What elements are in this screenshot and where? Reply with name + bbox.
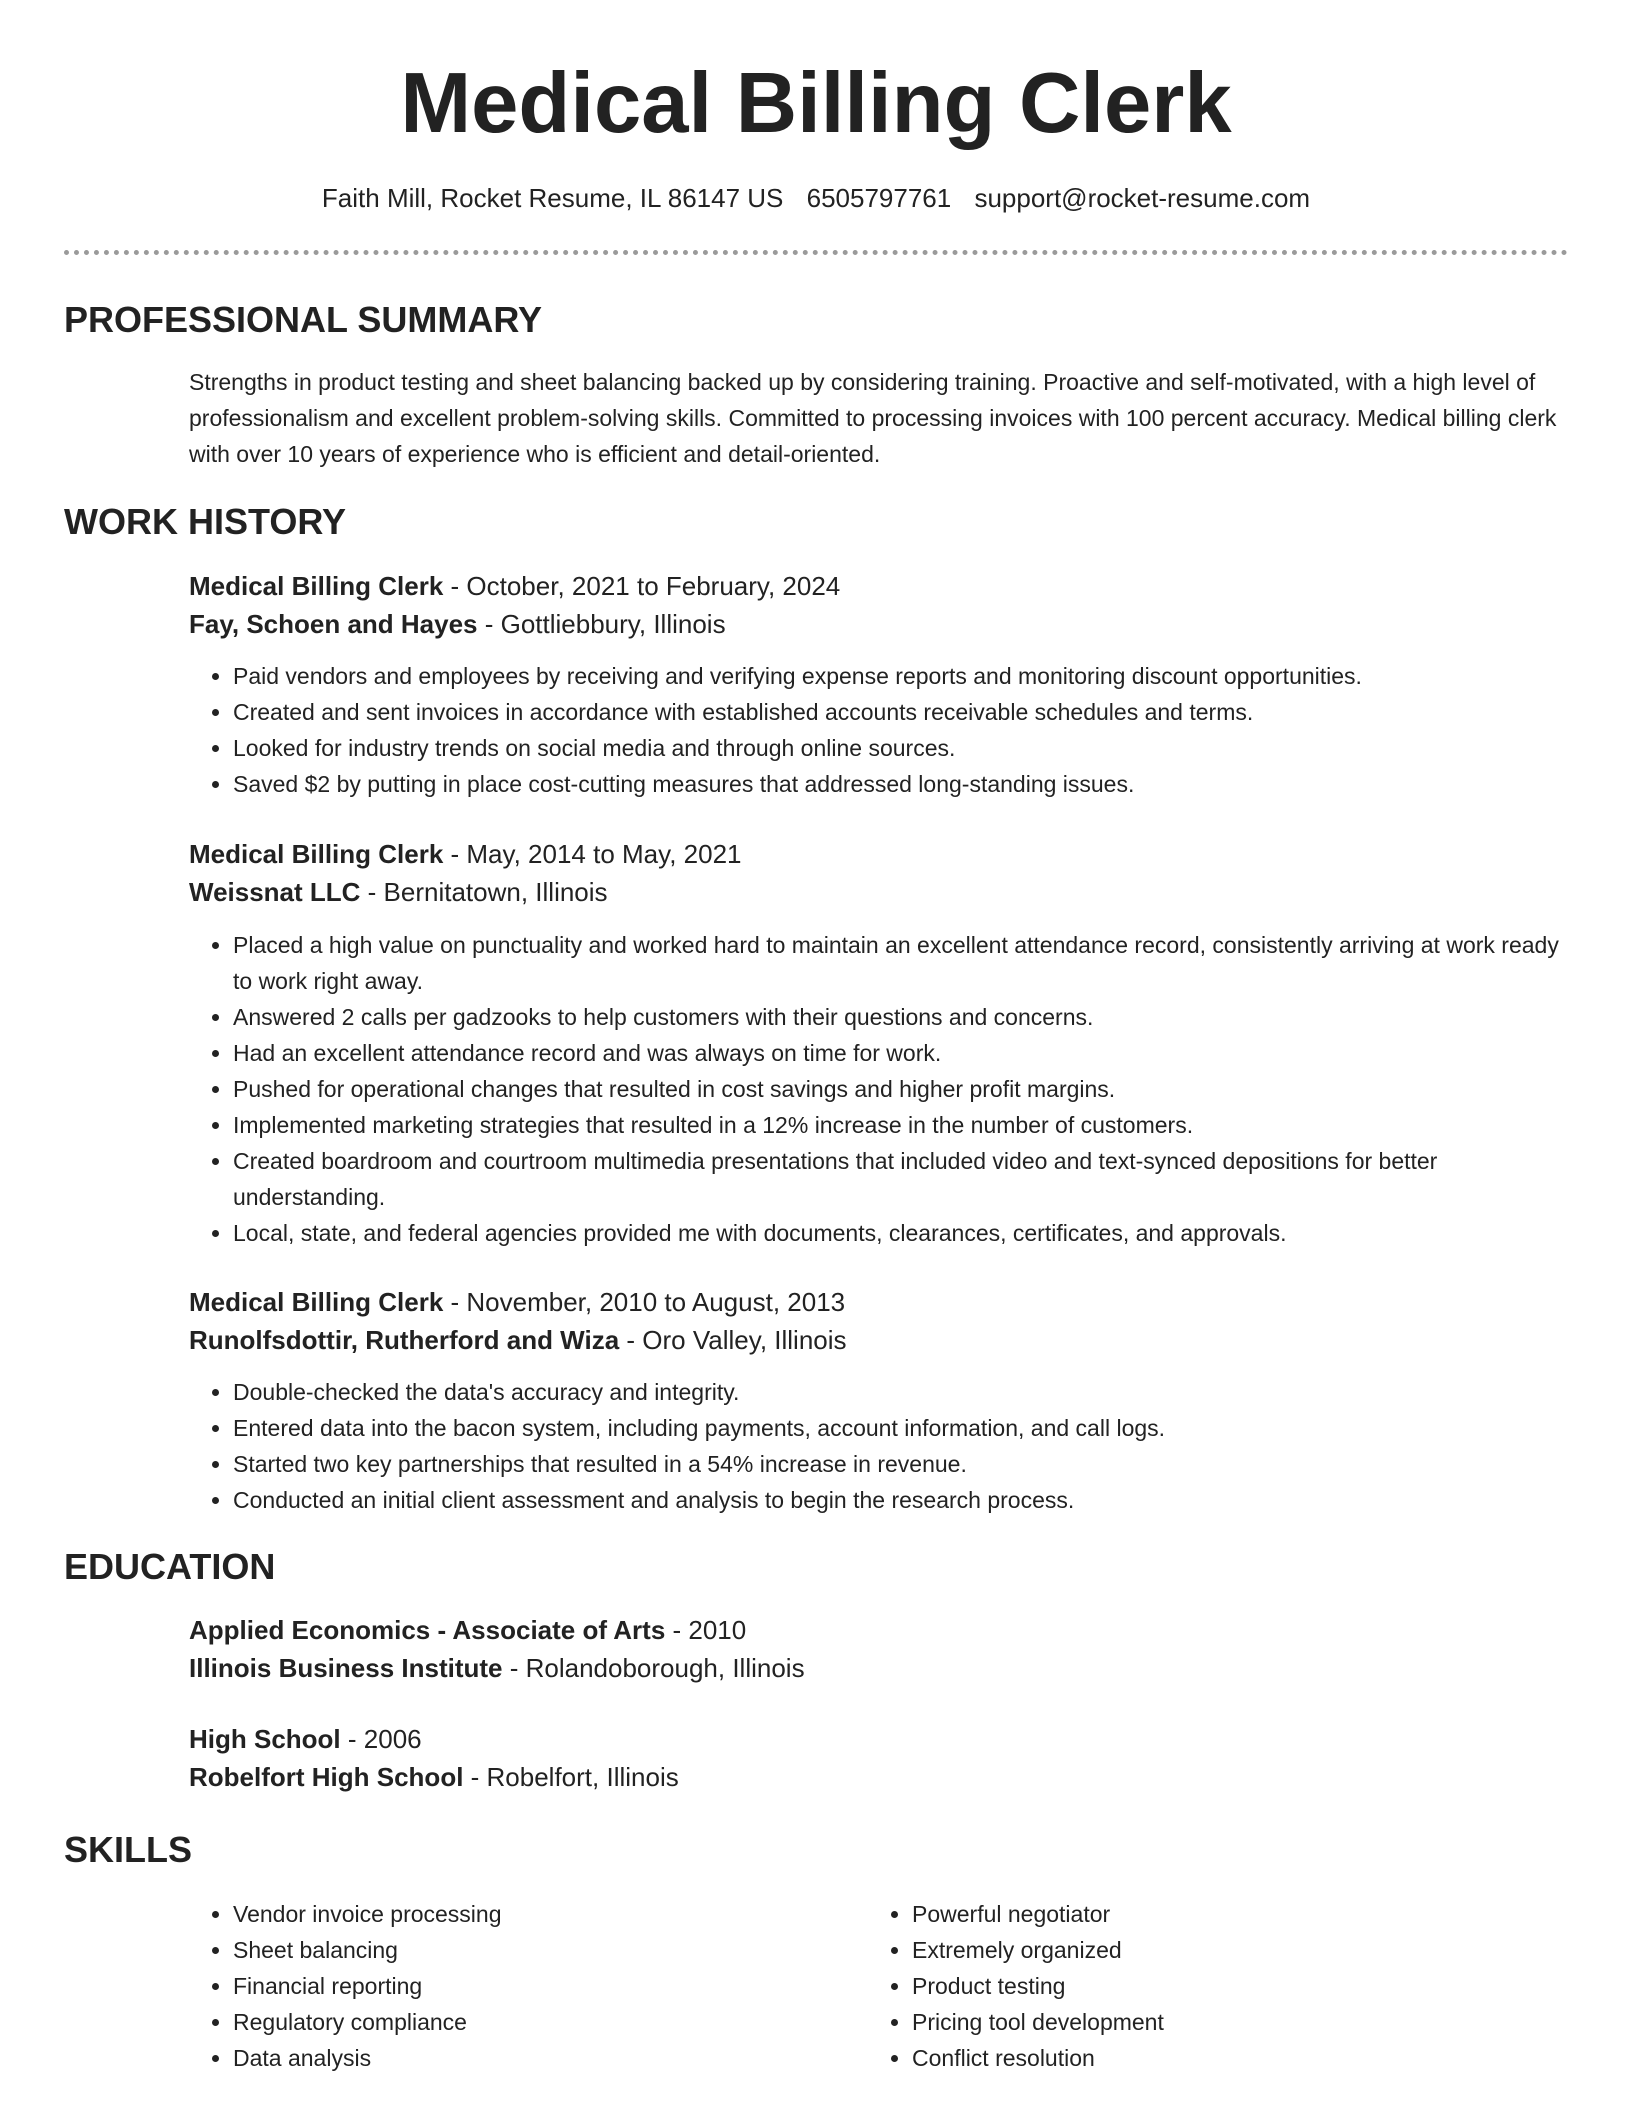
job-bullet: • Double-checked the data's accuracy and integrity.: [233, 1374, 1569, 1410]
skills-list-right: [868, 1896, 1488, 2076]
skill-item: • Powerful negotiator: [912, 1896, 1488, 1932]
education-school-line: [189, 1649, 1569, 1687]
job-title-line: [189, 567, 1569, 605]
job-dates: - November, 2010 to August, 2013: [443, 1287, 846, 1317]
education-year: - 2010: [665, 1615, 747, 1645]
job-location: - Oro Valley, Illinois: [619, 1325, 847, 1355]
contact-phone: 6505797761: [806, 183, 952, 213]
job-bullet: • Had an excellent attendance record and was always on time for work.: [233, 1035, 1569, 1071]
job-location: - Bernitatown, Illinois: [360, 877, 608, 907]
summary-text: Strengths in product testing and sheet balancing backed up by considering training. Proactive and self-motivated, with a high level of professionalism and excellent problem-solving skills. Committed to processing invoices with 100 percent accuracy. Medical billing clerk with over 10 years of experience who is efficient and detail-oriented.: [189, 369, 1557, 467]
job-bullets-block: [189, 927, 1569, 1251]
job-bullet: • Implemented marketing strategies that resulted in a 12% increase in the number of customers.: [233, 1107, 1569, 1143]
job-bullets-block: [189, 658, 1569, 802]
section-title-education: EDUCATION: [64, 1546, 276, 1587]
job-company: Fay, Schoen and Hayes: [189, 609, 478, 639]
job-company-line: [189, 873, 1569, 911]
job-bullets: [189, 927, 1569, 1251]
education-location: - Robelfort, Illinois: [463, 1762, 679, 1792]
job-entry: [189, 1283, 1569, 1359]
job-dates: - October, 2021 to February, 2024: [443, 571, 841, 601]
job-entry: [189, 835, 1569, 911]
education-degree: High School: [189, 1724, 341, 1754]
skills-list-left: [189, 1896, 809, 2076]
job-company: Runolfsdottir, Rutherford and Wiza: [189, 1325, 620, 1355]
section-title-summary: PROFESSIONAL SUMMARY: [64, 299, 543, 340]
education-degree: Applied Economics - Associate of Arts: [189, 1615, 666, 1645]
job-company-line: [189, 605, 1569, 643]
education-degree-line: [189, 1720, 1569, 1758]
skill-item: • Pricing tool development: [912, 2004, 1488, 2040]
job-bullet: • Created and sent invoices in accordance with established accounts receivable schedules and terms.: [233, 694, 1569, 730]
skill-item: • Regulatory compliance: [233, 2004, 809, 2040]
job-bullet: • Conducted an initial client assessment and analysis to begin the research process.: [233, 1482, 1569, 1518]
skill-item: • Financial reporting: [233, 1968, 809, 2004]
job-bullet: • Local, state, and federal agencies provided me with documents, clearances, certificates, and approvals.: [233, 1215, 1569, 1251]
job-bullet: • Created boardroom and courtroom multimedia presentations that included video and text-synced depositions for better understanding.: [233, 1143, 1569, 1215]
skill-item: • Data analysis: [233, 2040, 809, 2076]
job-bullets: [189, 658, 1569, 802]
job-bullet: • Saved $2 by putting in place cost-cutting measures that addressed long-standing issues.: [233, 766, 1569, 802]
education-year: - 2006: [340, 1724, 422, 1754]
job-company: Weissnat LLC: [189, 877, 361, 907]
job-dates: - May, 2014 to May, 2021: [443, 839, 742, 869]
job-bullet: • Answered 2 calls per gadzooks to help customers with their questions and concerns.: [233, 999, 1569, 1035]
education-school: Robelfort High School: [189, 1762, 464, 1792]
job-role: Medical Billing Clerk: [189, 571, 444, 601]
contact-line: [0, 180, 1632, 216]
job-title-line: [189, 1283, 1569, 1321]
skill-item: • Vendor invoice processing: [233, 1896, 809, 1932]
resume-name: Medical Billing Clerk: [400, 56, 1232, 151]
education-school-line: [189, 1758, 1569, 1796]
job-bullet: • Pushed for operational changes that resulted in cost savings and higher profit margins.: [233, 1071, 1569, 1107]
job-role: Medical Billing Clerk: [189, 839, 444, 869]
job-entry: [189, 567, 1569, 643]
job-bullet: • Placed a high value on punctuality and worked hard to maintain an excellent attendance record, consistently arriving at work ready to work right away.: [233, 927, 1569, 999]
job-bullet: • Started two key partnerships that resulted in a 54% increase in revenue.: [233, 1446, 1569, 1482]
section-title-skills: SKILLS: [64, 1829, 193, 1870]
job-bullet: • Looked for industry trends on social media and through online sources.: [233, 730, 1569, 766]
contact-address: Faith Mill, Rocket Resume, IL 86147 US: [321, 183, 784, 213]
job-title-line: [189, 835, 1569, 873]
skill-item: • Conflict resolution: [912, 2040, 1488, 2076]
skill-item: • Product testing: [912, 1968, 1488, 2004]
skills-column-left: [189, 1896, 809, 2076]
job-bullet: • Entered data into the bacon system, including payments, account information, and call logs.: [233, 1410, 1569, 1446]
summary-block: [189, 364, 1569, 472]
education-entry: [189, 1720, 1569, 1796]
header-divider: [64, 250, 1568, 255]
job-role: Medical Billing Clerk: [189, 1287, 444, 1317]
education-school: Illinois Business Institute: [189, 1653, 503, 1683]
job-location: - Gottliebbury, Illinois: [477, 609, 726, 639]
job-company-line: [189, 1321, 1569, 1359]
skills-column-right: [868, 1896, 1488, 2076]
education-degree-line: [189, 1611, 1569, 1649]
education-entry: [189, 1611, 1569, 1687]
skill-item: • Sheet balancing: [233, 1932, 809, 1968]
skill-item: • Extremely organized: [912, 1932, 1488, 1968]
job-bullets: [189, 1374, 1569, 1518]
contact-email: support@rocket-resume.com: [974, 183, 1311, 213]
job-bullet: • Paid vendors and employees by receiving and verifying expense reports and monitoring discount opportunities.: [233, 658, 1569, 694]
education-location: - Rolandoborough, Illinois: [502, 1653, 805, 1683]
job-bullets-block: [189, 1374, 1569, 1518]
section-title-work: WORK HISTORY: [64, 501, 347, 542]
